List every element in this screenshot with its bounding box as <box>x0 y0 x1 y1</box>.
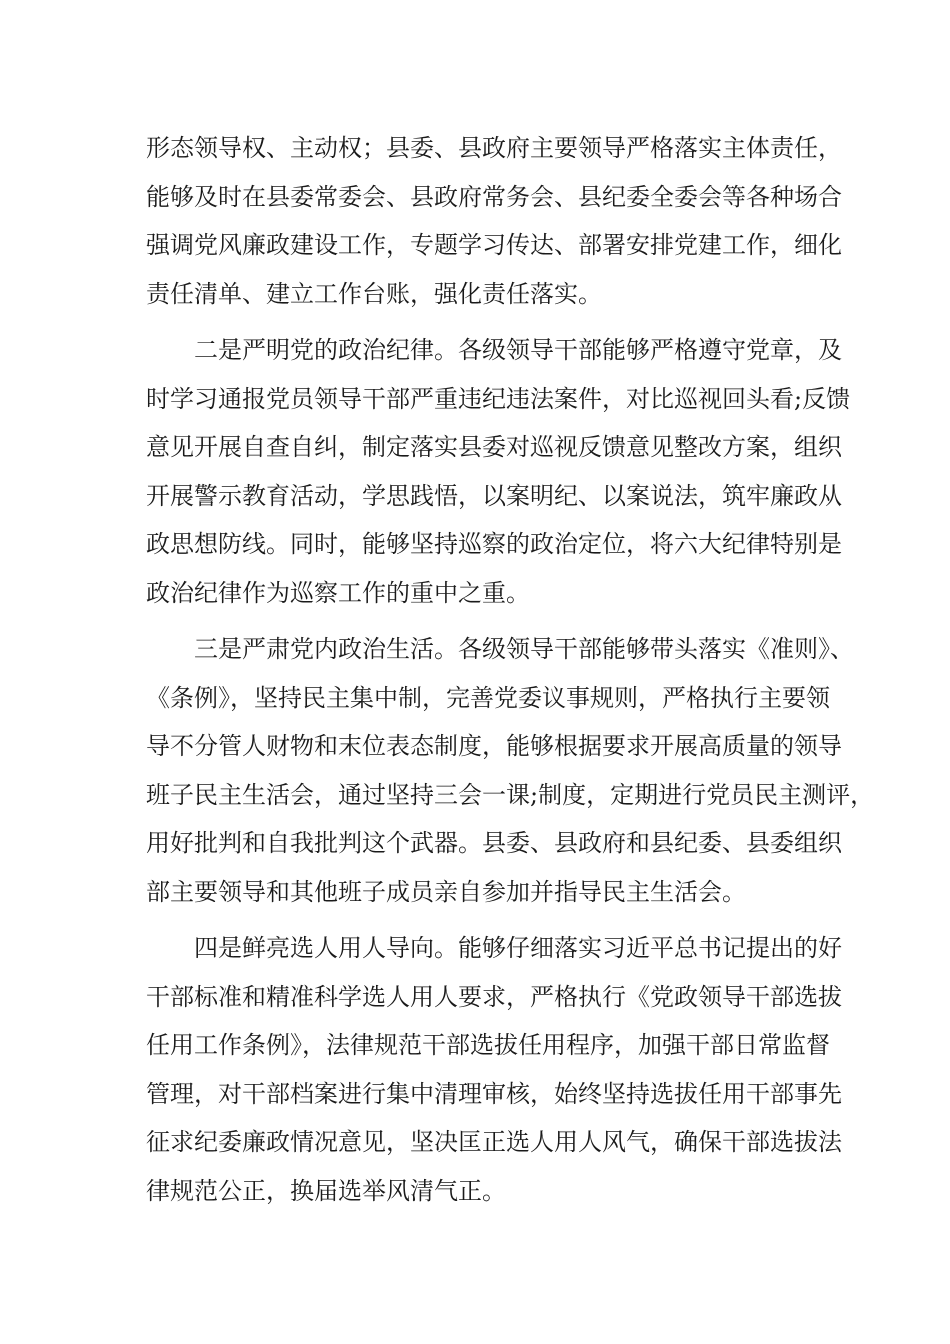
paragraph-line: 管理，对干部档案进行集中清理审核，始终坚持选拔任用干部事先 <box>146 1079 842 1108</box>
paragraph-line: 干部标准和精准科学选人用人要求，严格执行《党政领导干部选拔 <box>146 982 842 1011</box>
paragraph-line: 二是严明党的政治纪律。各级领导干部能够严格遵守党章，及 <box>194 336 842 364</box>
paragraph-4 <box>146 924 842 1215</box>
paragraph-line: 三是严肃党内政治生活。各级领导干部能够带头落实《准则》、 <box>194 635 854 663</box>
paragraph-line: 时学习通报党员领导干部严重违纪违法案件，对比巡视回头看;反馈 <box>146 384 851 413</box>
paragraph-line: 政思想防线。同时，能够坚持巡察的政治定位，将六大纪律特别是 <box>146 530 842 558</box>
paragraph-line: 班子民主生活会，通过坚持三会一课;制度，定期进行党员民主测评， <box>146 780 875 809</box>
paragraph-line: 导不分管人财物和末位表态制度，能够根据要求开展高质量的领导 <box>146 732 842 760</box>
paragraph-line: 开展警示教育活动，学思践悟，以案明纪、以案说法，筑牢廉政从 <box>146 481 842 510</box>
paragraph-line: 责任清单、建立工作台账，强化责任落实。 <box>146 279 602 308</box>
paragraph-line: 用好批判和自我批判这个武器。县委、县政府和县纪委、县委组织 <box>146 829 842 857</box>
paragraph-2 <box>146 326 851 617</box>
paragraph-line: 律规范公正，换届选举风清气正。 <box>146 1176 506 1205</box>
paragraph-line: 征求纪委廉政情况意见，坚决匡正选人用人风气，确保干部选拔法 <box>146 1128 842 1156</box>
paragraph-line: 《条例》，坚持民主集中制，完善党委议事规则，严格执行主要领 <box>146 683 830 712</box>
paragraph-1 <box>146 124 842 318</box>
paragraph-line: 政治纪律作为巡察工作的重中之重。 <box>146 578 530 607</box>
paragraph-line: 强调党风廉政建设工作，专题学习传达、部署安排党建工作，细化 <box>146 231 842 259</box>
paragraph-3 <box>146 625 875 916</box>
paragraph-line: 能够及时在县委常委会、县政府常务会、县纪委全委会等各种场合 <box>146 182 842 211</box>
paragraph-line: 部主要领导和其他班子成员亲自参加并指导民主生活会。 <box>146 877 746 906</box>
paragraph-line: 四是鲜亮选人用人导向。能够仔细落实习近平总书记提出的好 <box>194 934 842 962</box>
paragraph-line: 形态领导权、主动权；县委、县政府主要领导严格落实主体责任， <box>146 134 842 162</box>
paragraph-line: 任用工作条例》，法律规范干部选拔任用程序，加强干部日常监督 <box>146 1031 830 1059</box>
paragraph-line: 意见开展自查自纠，制定落实县委对巡视反馈意见整改方案，组织 <box>146 433 842 461</box>
